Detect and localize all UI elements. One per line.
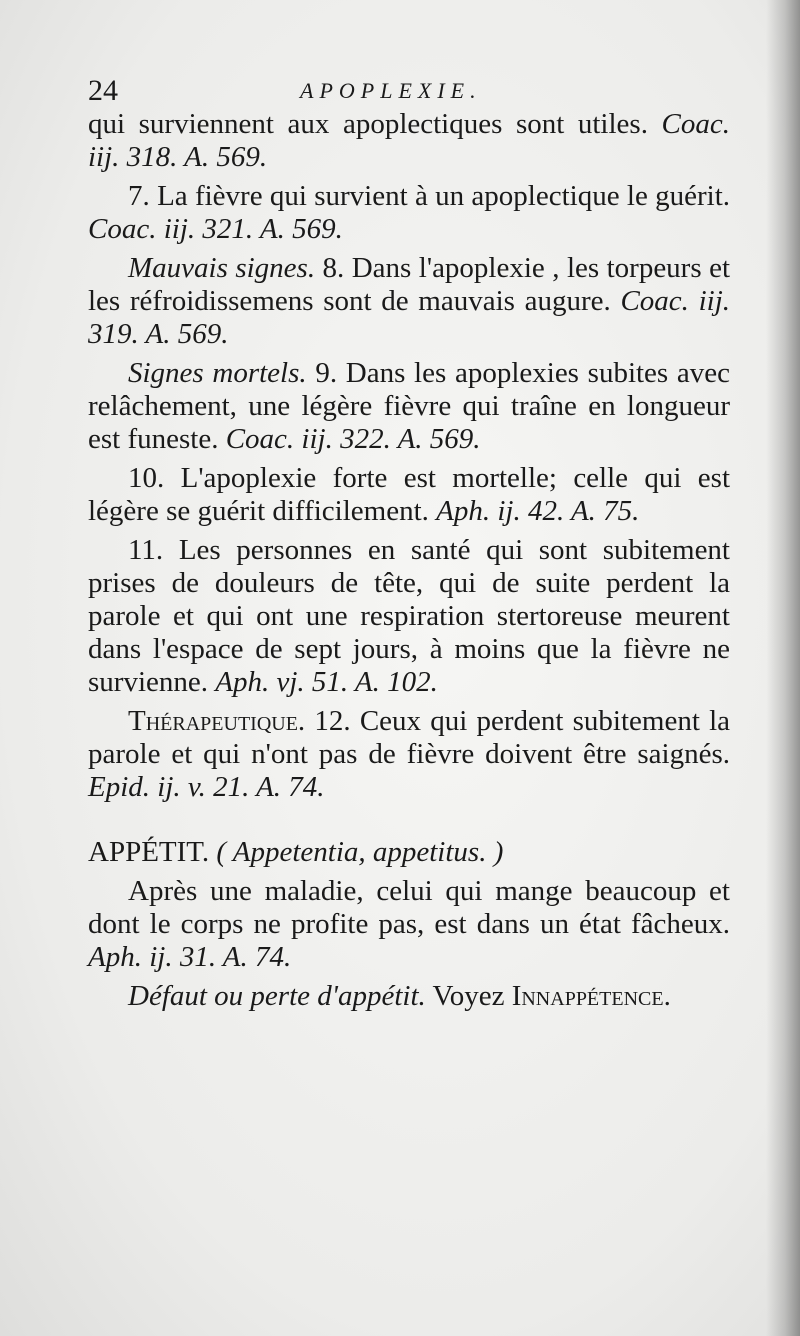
page-edge-shadow <box>766 0 800 1336</box>
page-number: 24 <box>88 74 118 107</box>
section-label: Mauvais signes. <box>128 252 316 284</box>
reference: Aph. ij. 42. A. 75. <box>436 495 640 527</box>
reference: Aph. vj. 51. A. 102. <box>215 666 438 698</box>
entry-9: Signes mortels. 9. Dans les apoplexies subites avec relâchement, une légère fièvre qui traîne en longueur est funeste. Coac. iij. 322. A. 569. <box>88 357 731 455</box>
entry-7: 7. La fièvre qui survient à un apoplectique le guérit. Coac. iij. 321. A. 569. <box>88 180 731 245</box>
appetit-defaut: Défaut ou perte d'appétit. Voyez Innappétence. <box>128 980 671 1012</box>
entry-11: 11. Les personnes en santé qui sont subitement prises de douleurs de tête, qui de suite perdent la parole et qui ont une respiration stertoreuse meurent dans l'espace de sept jours, à moins que la fièvre ne survienne. Aph. vj. 51. A. 102. <box>88 534 730 698</box>
reference: Aph. ij. 31. A. 74. <box>88 941 292 973</box>
section-label: Thérapeutique. <box>128 705 306 737</box>
running-title: APOPLEXIE. <box>300 78 482 103</box>
cross-reference: Innappétence. <box>511 980 671 1012</box>
reference: Epid. ij. v. 21. A. 74. <box>88 771 325 803</box>
section-label: Signes mortels. <box>128 357 307 389</box>
appetit-entry: Après une maladie, celui qui mange beaucoup et dont le corps ne profite pas, est dans un état fâcheux. Aph. ij. 31. A. 74. <box>88 875 730 973</box>
reference: Coac. iij. 321. A. 569. <box>88 213 343 245</box>
entry-continuation: qui surviennent aux apoplectiques sont utiles. Coac. iij. 318. A. 569. <box>88 108 731 173</box>
page-body <box>88 108 730 1013</box>
entry-12: Thérapeutique. 12. Ceux qui perdent subitement la parole et qui n'ont pas de fièvre doivent être saignés. Epid. ij. v. 21. A. 74. <box>88 705 731 803</box>
latin-term: ( Appetentia, appetitus. ) <box>216 836 504 868</box>
reference: Coac. iij. 322. A. 569. <box>225 423 481 455</box>
appetit-heading <box>88 836 730 869</box>
entry-10: 10. L'apoplexie forte est mortelle; celle qui est légère se guérit difficilement. Aph. ij. 42. A. 75. <box>88 462 731 527</box>
reference: Coac. iij. 318. A. 569. <box>88 108 731 173</box>
heading-word: APPÉTIT. <box>88 836 210 868</box>
section-label: Défaut ou perte d'appétit. <box>128 980 426 1012</box>
reference: Coac. iij. 319. A. 569. <box>88 285 731 350</box>
entry-8: Mauvais signes. 8. Dans l'apoplexie , les torpeurs et les réfroidissemens sont de mauvais augure. Coac. iij. 319. A. 569. <box>88 252 731 350</box>
